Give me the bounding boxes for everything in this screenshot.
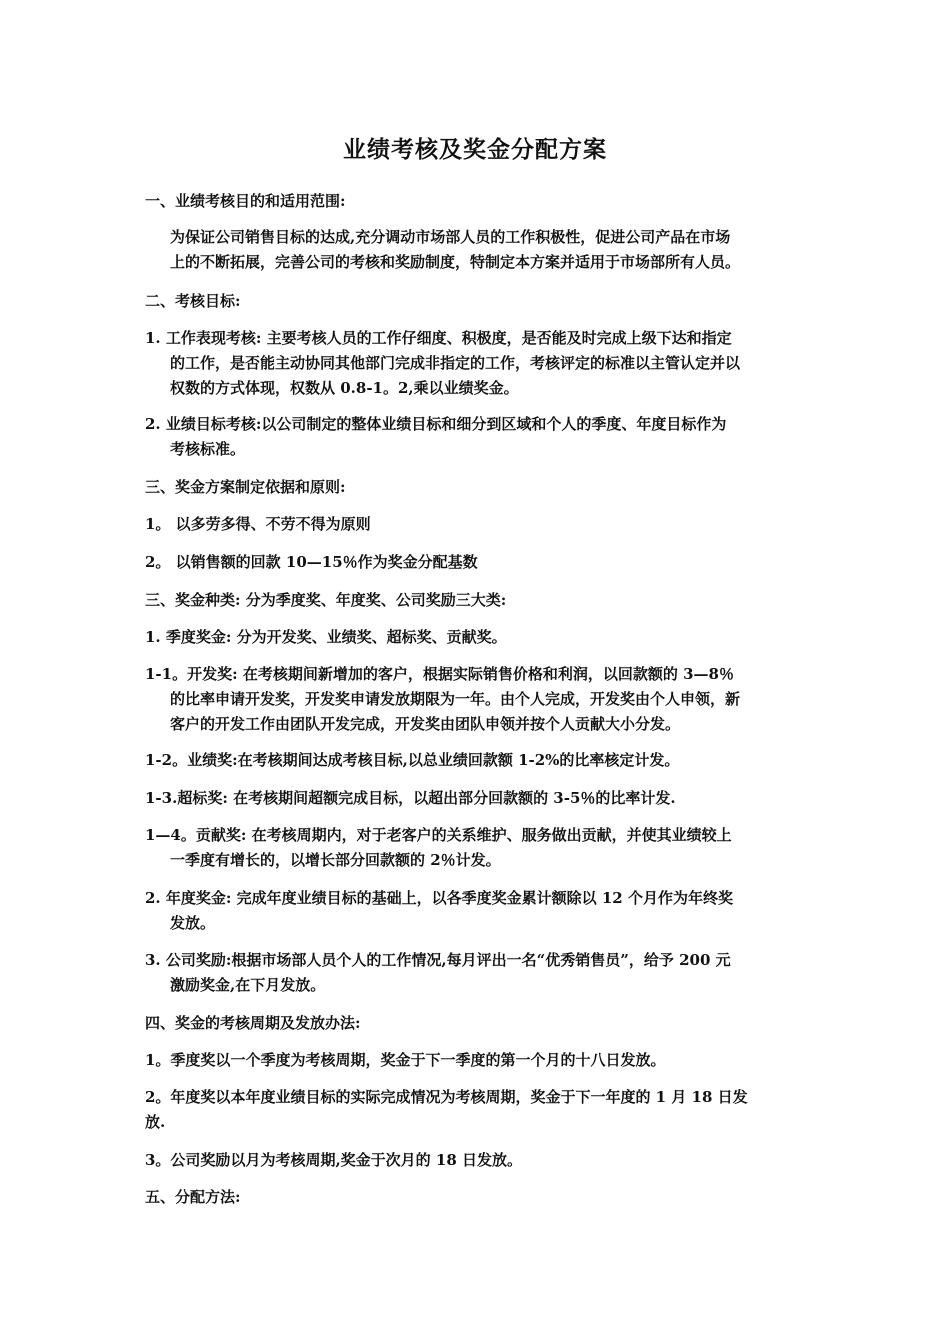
section-heading-2: 二、考核目标: (145, 292, 241, 310)
paragraph-line: 为保证公司销售目标的达成,充分调动市场部人员的工作积极性，促进公司产品在市场 (170, 228, 731, 246)
section-heading-6: 五、分配方法: (145, 1188, 241, 1206)
list-item-line: 1。 以多劳多得、不劳不得为原则 (145, 515, 371, 533)
list-item-line: 1-1。开发奖: 在考核期间新增加的客户，根据实际销售价格和利润，以回款额的 3—8％ (145, 665, 734, 683)
section-heading-5: 四、奖金的考核周期及发放办法: (145, 1014, 361, 1032)
list-item-line: 2. 业绩目标考核:以公司制定的整体业绩目标和细分到区域和个人的季度、年度目标作为 (145, 415, 727, 433)
list-item-continuation: 发放。 (170, 914, 216, 932)
list-item-line: 2。年度奖以本年度业绩目标的实际完成情况为考核周期，奖金于下一年度的 1 月 18 日发 (145, 1088, 748, 1106)
list-item-line: 3. 公司奖励:根据市场部人员个人的工作情况,每月评出一名“优秀销售员”，给予 200 元 (145, 951, 731, 969)
list-item-line: 1—4。贡献奖: 在考核周期内，对于老客户的关系维护、服务做出贡献，并使其业绩较上 (145, 826, 732, 844)
list-item-continuation: 放. (145, 1113, 166, 1131)
list-item-line: 1. 工作表现考核: 主要考核人员的工作仔细度、积极度，是否能及时完成上级下达和指定 (145, 329, 732, 347)
list-item-line: 3。公司奖励以月为考核周期,奖金于次月的 18 日发放。 (145, 1151, 522, 1169)
section-heading-3: 三、奖金方案制定依据和原则: (145, 478, 346, 496)
section-heading-4: 三、奖金种类: 分为季度奖、年度奖、公司奖励三大类: (145, 591, 507, 609)
list-item-line: 1-3.超标奖: 在考核期间超额完成目标，以超出部分回款额的 3-5％的比率计发. (145, 789, 676, 807)
list-item-continuation: 权数的方式体现，权数从 0.8-1。2,乘以业绩奖金。 (170, 379, 519, 397)
list-item-line: 1-2。业绩奖:在考核期间达成考核目标,以总业绩回款额 1-2%的比率核定计发。 (145, 751, 680, 769)
list-item-continuation: 考核标准。 (170, 440, 246, 458)
list-item-line: 2. 年度奖金: 完成年度业绩目标的基础上，以各季度奖金累计额除以 12 个月作为年终奖 (145, 889, 733, 907)
list-item-continuation: 的工作，是否能主动协同其他部门完成非指定的工作，考核评定的标准以主管认定并以 (170, 354, 741, 372)
document-title: 业绩考核及奖金分配方案 (343, 136, 607, 163)
list-item-line: 2。 以销售额的回款 10—15％作为奖金分配基数 (145, 553, 478, 571)
list-item-continuation: 客户的开发工作由团队开发完成，开发奖由团队申领并按个人贡献大小分发。 (170, 715, 681, 733)
list-item-continuation: 一季度有增长的，以增长部分回款额的 2％计发。 (170, 851, 501, 869)
paragraph-line: 上的不断拓展，完善公司的考核和奖励制度，特制定本方案并适用于市场部所有人员。 (170, 253, 741, 271)
list-item-line: 1. 季度奖金: 分为开发奖、业绩奖、超标奖、贡献奖。 (145, 628, 507, 646)
list-item-continuation: 激励奖金,在下月发放。 (170, 976, 326, 994)
section-heading-1: 一、业绩考核目的和适用范围: (145, 192, 346, 210)
list-item-continuation: 的比率申请开发奖，开发奖申请发放期限为一年。由个人完成，开发奖由个人申领，新 (170, 690, 741, 708)
list-item-line: 1。季度奖以一个季度为考核周期，奖金于下一季度的第一个月的十八日发放。 (145, 1051, 666, 1069)
